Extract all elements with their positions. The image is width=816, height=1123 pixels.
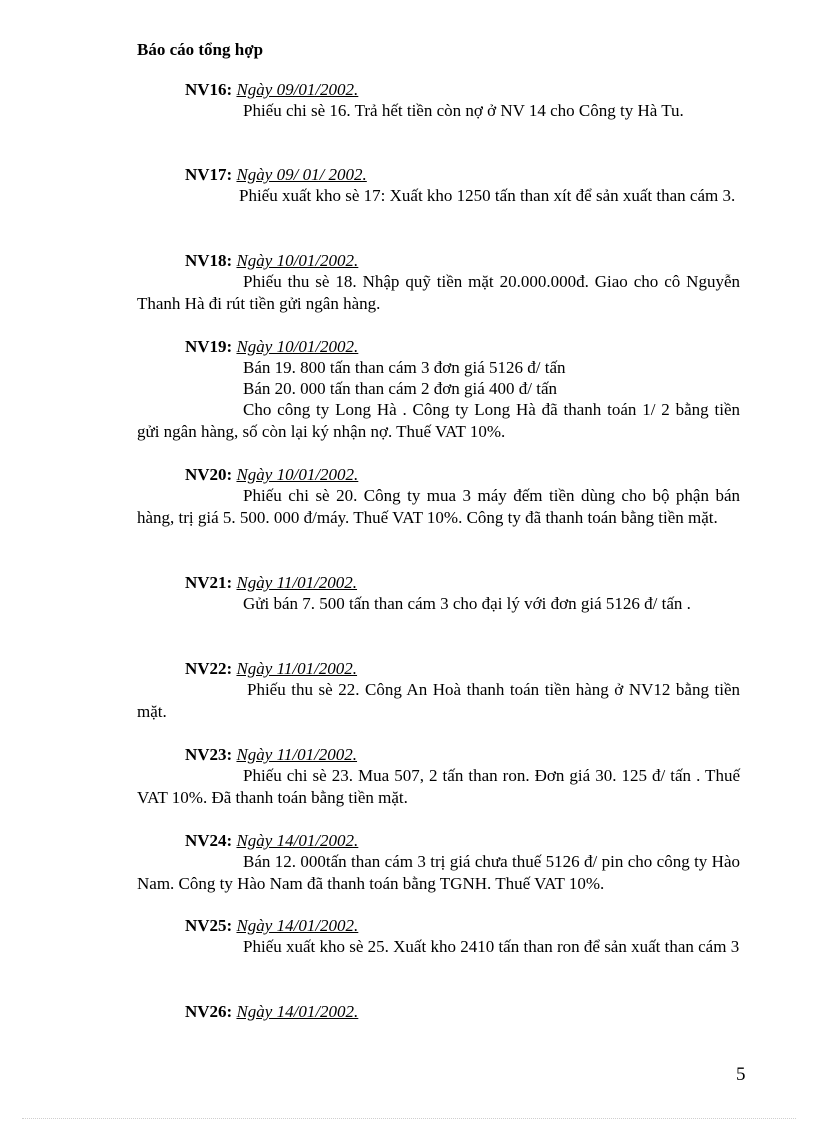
- entry-code: NV18:: [185, 251, 233, 270]
- entry-nv18: [137, 251, 740, 315]
- entry-text: Phiếu chi sè 16. Trả hết tiền còn nợ ở NV 14 cho Công ty Hà Tu.: [243, 101, 684, 120]
- entry-text: Bán 12. 000tấn than cám 3 trị giá chưa thuế 5126 đ/ pin cho công ty Hào Nam. Công ty Hào Nam đã thanh toán bằng TGNH. Thuế VAT 10%.: [137, 852, 740, 893]
- entry-code: NV20:: [185, 465, 233, 484]
- entry-header: [185, 165, 740, 185]
- entry-header: [185, 80, 740, 100]
- entry-text: Phiếu xuất kho sè 17: Xuất kho 1250 tấn than xít để sản xuất than cám 3.: [239, 186, 736, 205]
- entry-date: Ngày 11/01/2002.: [236, 659, 358, 678]
- entry-code: NV23:: [185, 745, 233, 764]
- entry-header: [185, 251, 740, 271]
- entry-code: NV22:: [185, 659, 233, 678]
- entry-code: NV19:: [185, 337, 233, 356]
- entry-date: Ngày 09/ 01/ 2002.: [236, 165, 367, 184]
- entry-code: NV26:: [185, 1002, 233, 1021]
- entry-nv17: [137, 165, 740, 207]
- entry-code: NV16:: [185, 80, 233, 99]
- entry-text: Phiếu chi sè 20. Công ty mua 3 máy đếm tiền dùng cho bộ phận bán hàng, trị giá 5. 500. 000 đ/máy. Thuế VAT 10%. Công ty đã thanh toán bằng tiền mặt.: [137, 486, 740, 527]
- entry-text: Phiếu thu sè 18. Nhập quỹ tiền mặt 20.000.000đ. Giao cho cô Nguyễn Thanh Hà đi rút tiền gửi ngân hàng.: [137, 272, 740, 313]
- entry-code: NV24:: [185, 831, 233, 850]
- entry-header: [185, 745, 740, 765]
- entry-line: Bán 20. 000 tấn than cám 2 đơn giá 400 đ/ tấn: [243, 379, 557, 398]
- entry-date: Ngày 10/01/2002.: [236, 251, 359, 270]
- page-number: 5: [736, 1064, 746, 1085]
- entry-date: Ngày 11/01/2002.: [236, 573, 358, 592]
- entry-nv16: [137, 80, 740, 122]
- entry-header: [185, 465, 740, 485]
- entry-date: Ngày 14/01/2002.: [236, 831, 359, 850]
- entry-header: [185, 1002, 740, 1022]
- entry-nv19: [137, 337, 740, 443]
- entry-date: Ngày 09/01/2002.: [236, 80, 359, 99]
- entry-nv20: [137, 465, 740, 529]
- entry-date: Ngày 10/01/2002.: [236, 337, 359, 356]
- entry-nv21: [137, 573, 740, 615]
- entry-nv23: [137, 745, 740, 809]
- entry-header: [185, 337, 740, 357]
- entry-code: NV21:: [185, 573, 233, 592]
- entry-code: NV17:: [185, 165, 233, 184]
- entry-line: Bán 19. 800 tấn than cám 3 đơn giá 5126 đ/ tấn: [243, 358, 566, 377]
- entry-nv25: [137, 916, 740, 958]
- entry-code: NV25:: [185, 916, 233, 935]
- entry-nv24: [137, 831, 740, 895]
- footer-divider: [22, 1118, 796, 1119]
- entry-header: [185, 659, 740, 679]
- entry-text: Phiếu chi sè 23. Mua 507, 2 tấn than ron. Đơn giá 30. 125 đ/ tấn . Thuế VAT 10%. Đã thanh toán bằng tiền mặt.: [137, 766, 740, 807]
- report-title: Báo cáo tổng hợp: [137, 40, 264, 59]
- entry-date: Ngày 10/01/2002.: [236, 465, 359, 484]
- entry-text: Cho công ty Long Hà . Công ty Long Hà đã thanh toán 1/ 2 bằng tiền gửi ngân hàng, số còn lại ký nhận nợ. Thuế VAT 10%.: [137, 400, 740, 441]
- entry-date: Ngày 14/01/2002.: [236, 916, 359, 935]
- entry-text: Gửi bán 7. 500 tấn than cám 3 cho đại lý với đơn giá 5126 đ/ tấn .: [243, 594, 691, 613]
- entry-date: Ngày 14/01/2002.: [236, 1002, 359, 1021]
- entry-header: [185, 916, 740, 936]
- entry-nv26: [137, 1002, 740, 1022]
- entry-text: Phiếu thu sè 22. Công An Hoà thanh toán tiền hàng ở NV12 bằng tiền mặt.: [137, 680, 740, 721]
- entry-date: Ngày 11/01/2002.: [236, 745, 358, 764]
- entry-header: [185, 831, 740, 851]
- entry-nv22: [137, 659, 740, 723]
- entry-text: Phiếu xuất kho sè 25. Xuất kho 2410 tấn than ron để sản xuất than cám 3: [243, 937, 740, 956]
- entry-header: [185, 573, 740, 593]
